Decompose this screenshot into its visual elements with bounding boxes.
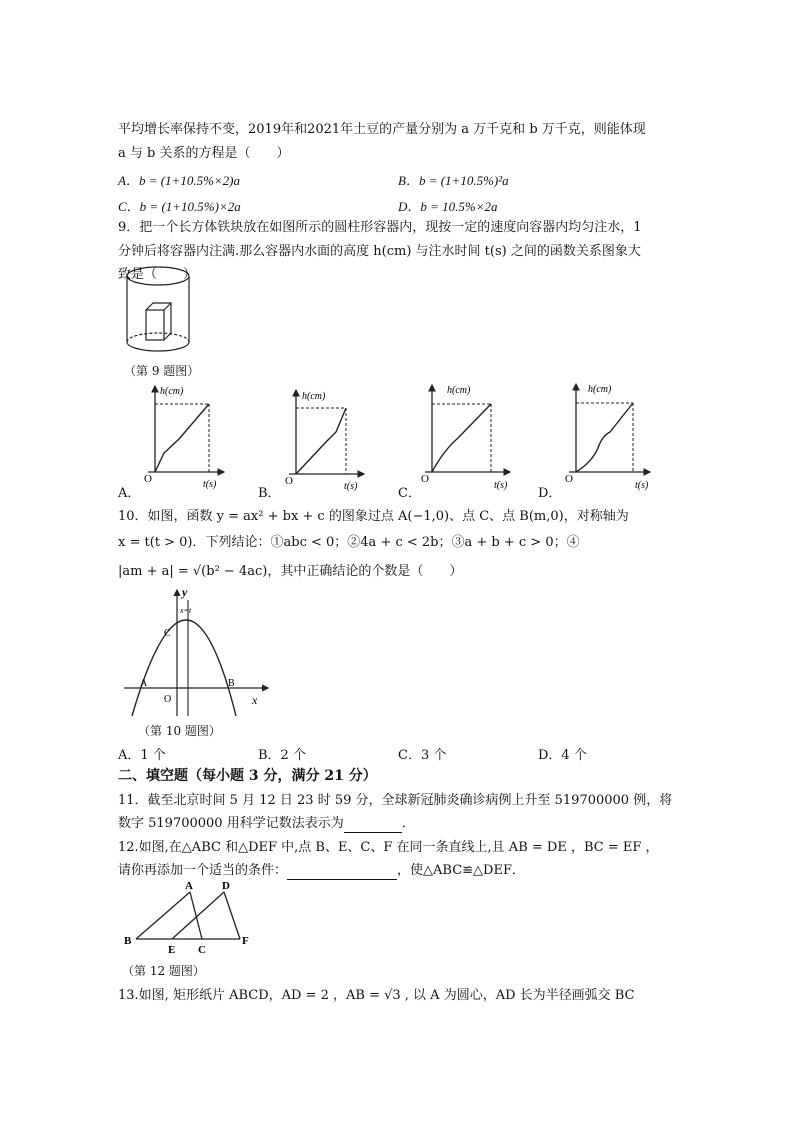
graph-c <box>421 385 510 491</box>
fig10-origin: O <box>164 694 172 705</box>
graph-a-xlabel: t(s) <box>203 479 217 490</box>
q12-caption: （第 12 题图） <box>122 964 205 978</box>
q10-line2: x = t(t > 0)．下列结论：①abc < 0；②4a + c < 2b；③a + b + c > 0；④ <box>118 535 580 550</box>
graph-a <box>144 386 224 490</box>
fig12-point-b: B <box>124 935 132 947</box>
graph-a-ylabel: h(cm) <box>160 386 184 397</box>
fig12-point-d: D <box>222 880 230 892</box>
graph-d <box>565 384 650 491</box>
q8-line1: 平均增长率保持不变，2019年和2021年土豆的产量分别为 a 万千克和 b 万千克，则能体现 <box>118 122 646 137</box>
q10-option-b: B．2 个 <box>258 748 306 763</box>
q12-line2-end: ，使△ABC≌△DEF． <box>397 863 525 878</box>
q10-option-c: C．3 个 <box>398 748 447 763</box>
graph-d-ylabel: h(cm) <box>588 384 612 395</box>
q13-line1: 13.如图, 矩形纸片 ABCD，AD = 2 ，AB = √3 , 以 A 为圆心，AD 长为半径画弧交 BC <box>118 988 635 1003</box>
triangles-figure <box>118 878 268 958</box>
q11-line1: 11．截至北京时间 5 月 12 日 23 时 59 分，全球新冠肺炎确诊病例上升至 519700000 例，将 <box>118 793 673 808</box>
q10-line1: 10．如图，函数 y = ax² + bx + c 的图象过点 A(−1,0)、点 C、点 B(m,0)，对称轴为 <box>118 509 629 524</box>
q9-option-c: C． <box>398 486 421 501</box>
q9-option-b: B． <box>258 486 281 501</box>
graph-b-ylabel: h(cm) <box>302 391 326 402</box>
fig12-point-f: F <box>242 935 249 947</box>
graph-b <box>285 390 364 492</box>
q9-line2: 分钟后将容器内注满.那么容器内水面的高度 h(cm) 与注水时间 t(s) 之间的函数关系图象大 <box>118 244 641 259</box>
graph-c-origin: O <box>421 473 429 485</box>
q11-line2-end: ． <box>401 816 415 831</box>
graph-a-origin: O <box>144 473 152 485</box>
q12-line1: 12.如图,在△ABC 和△DEF 中,点 B、E、C、F 在同一条直线上,且 AB = DE ，BC = EF ， <box>118 840 659 855</box>
q8-option-c: C．b = (1+10.5%)×2a <box>118 199 241 214</box>
fig12-point-c: C <box>198 944 206 956</box>
q9-caption: （第 9 题图） <box>124 364 200 378</box>
q10-option-a: A．1 个 <box>118 748 166 763</box>
q12-answer-blank[interactable] <box>287 865 397 880</box>
q12-line2-text: 请你再添加一个适当的条件： <box>118 863 288 878</box>
graph-b-xlabel: t(s) <box>344 481 358 492</box>
q9-line1: 9．把一个长方体铁块放在如图所示的圆柱形容器内，现按一定的速度向容器内均匀注水，1 <box>118 220 642 235</box>
q11-line2-text: 数字 519700000 用科学记数法表示为 <box>118 816 344 831</box>
section-2-title: 二、填空题（每小题 3 分，满分 21 分） <box>118 768 377 784</box>
fig10-point-c: C <box>164 628 171 639</box>
q10-option-d: D．4 个 <box>538 748 587 763</box>
fig10-point-b: B <box>228 678 235 689</box>
cylinder-figure <box>118 262 198 357</box>
fig12-point-e: E <box>168 944 176 956</box>
fig12-point-a: A <box>185 880 193 892</box>
q8-option-d: D．b = 10.5%×2a <box>398 199 498 214</box>
q9-line3: 致是（ ） <box>118 267 197 282</box>
graph-b-origin: O <box>285 475 293 487</box>
q9-option-d: D． <box>538 486 562 501</box>
fig10-axis-label: x=t <box>180 606 192 615</box>
q8-line2: a 与 b 关系的方程是（ ） <box>118 146 290 161</box>
q9-graphs <box>118 380 678 495</box>
q10-caption: （第 10 题图） <box>138 724 221 738</box>
q10-line3: |am + a| = √(b² − 4ac)，其中正确结论的个数是（ ） <box>118 564 463 579</box>
graph-c-xlabel: t(s) <box>494 480 508 491</box>
q11-line2 <box>118 815 415 833</box>
graph-c-ylabel: h(cm) <box>447 385 471 396</box>
q8-option-a: A．b = (1+10.5%×2)a <box>118 173 240 188</box>
graph-d-origin: O <box>565 473 573 485</box>
fig10-point-a: A <box>140 678 148 689</box>
parabola-figure <box>118 586 278 720</box>
q9-option-a: A． <box>118 486 141 501</box>
graph-d-xlabel: t(s) <box>635 480 649 491</box>
q11-answer-blank[interactable] <box>344 818 402 833</box>
fig10-x-label: x <box>252 693 258 707</box>
q8-option-b: B．b = (1+10.5%)²a <box>398 173 509 188</box>
fig10-y-label: y <box>182 586 188 599</box>
